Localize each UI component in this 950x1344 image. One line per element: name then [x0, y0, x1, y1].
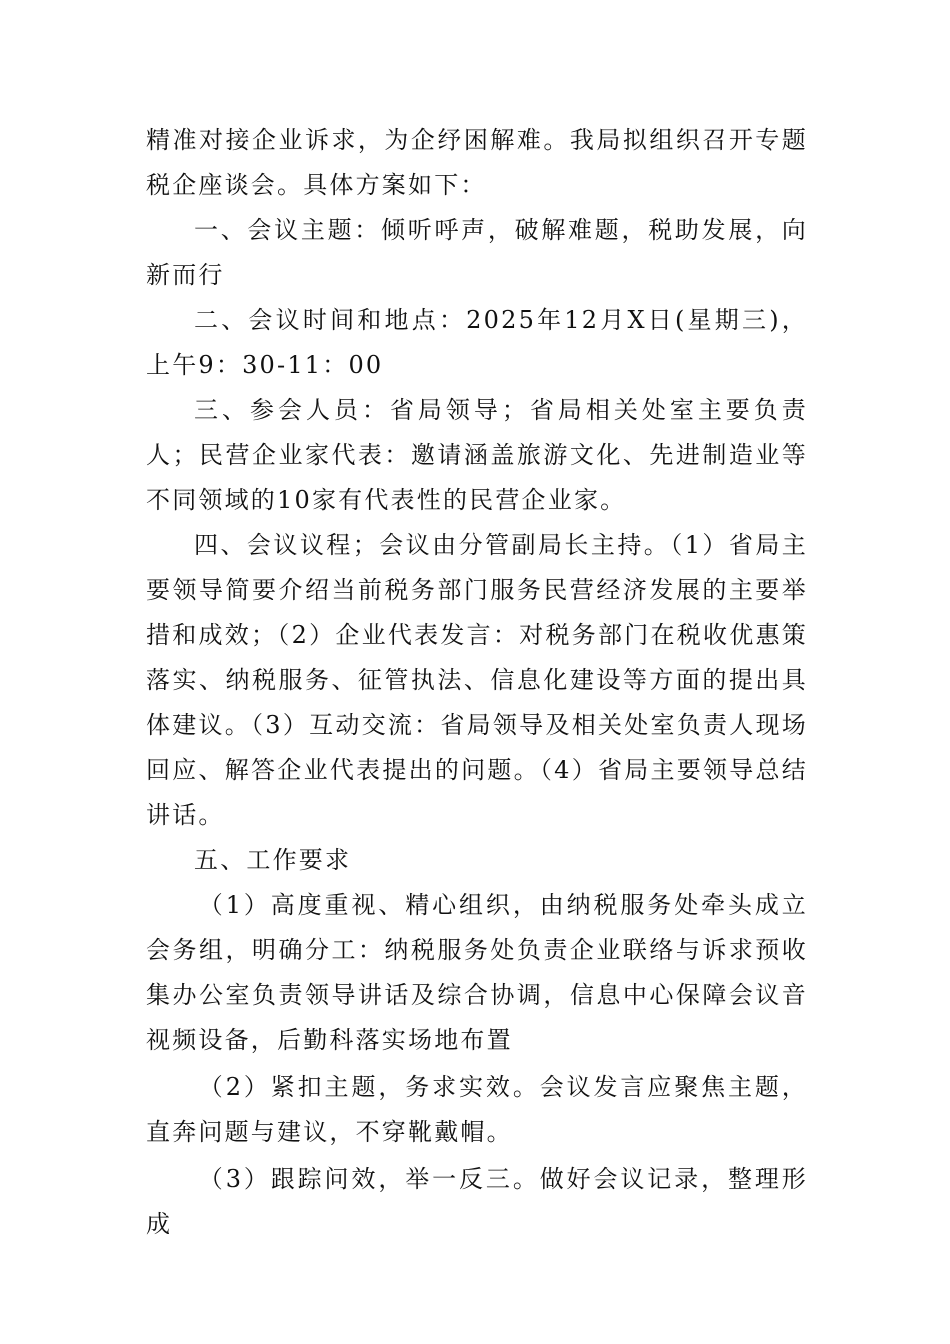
section-work-requirements-heading: 五、工作要求 [194, 846, 352, 874]
requirement-item-2: （2）紧扣主题，务求实效。会议发言应聚焦主题，直奔问题与建议，不穿靴戴帽。 [146, 1073, 808, 1146]
requirement-item-3: （3）跟踪问效，举一反三。做好会议记录，整理形成 [146, 1165, 808, 1238]
intro-paragraph: 精准对接企业诉求，为企纾困解难。我局拟组织召开专题税企座谈会。具体方案如下： [146, 126, 808, 199]
section-meeting-time-location: 二、会议时间和地点：2025年12月X日(星期三)，上午9：30-11：00 [146, 306, 808, 379]
requirement-item-1: （1）高度重视、精心组织，由纳税服务处牵头成立会务组，明确分工：纳税服务处负责企业联络与诉求预收集办公室负责领导讲话及综合协调，信息中心保障会议音视频设备，后勤科落实场地布置 [146, 891, 808, 1054]
section-agenda: 四、会议议程；会议由分管副局长主持。（1）省局主要领导简要介绍当前税务部门服务民营经济发展的主要举措和成效；（2）企业代表发言：对税务部门在税收优惠策落实、纳税服务、征管执法、信息化建设等方面的提出具体建议。（3）互动交流：省局领导及相关处室负责人现场回应、解答企业代表提出的问题。（4）省局主要领导总结讲话。 [146, 531, 808, 829]
section-meeting-theme: 一、会议主题：倾听呼声，破解难题，税助发展，向新而行 [146, 216, 808, 289]
section-attendees: 三、参会人员：省局领导；省局相关处室主要负责人；民营企业家代表：邀请涵盖旅游文化、先进制造业等不同领域的10家有代表性的民营企业家。 [146, 396, 808, 514]
document-body [146, 118, 808, 1247]
